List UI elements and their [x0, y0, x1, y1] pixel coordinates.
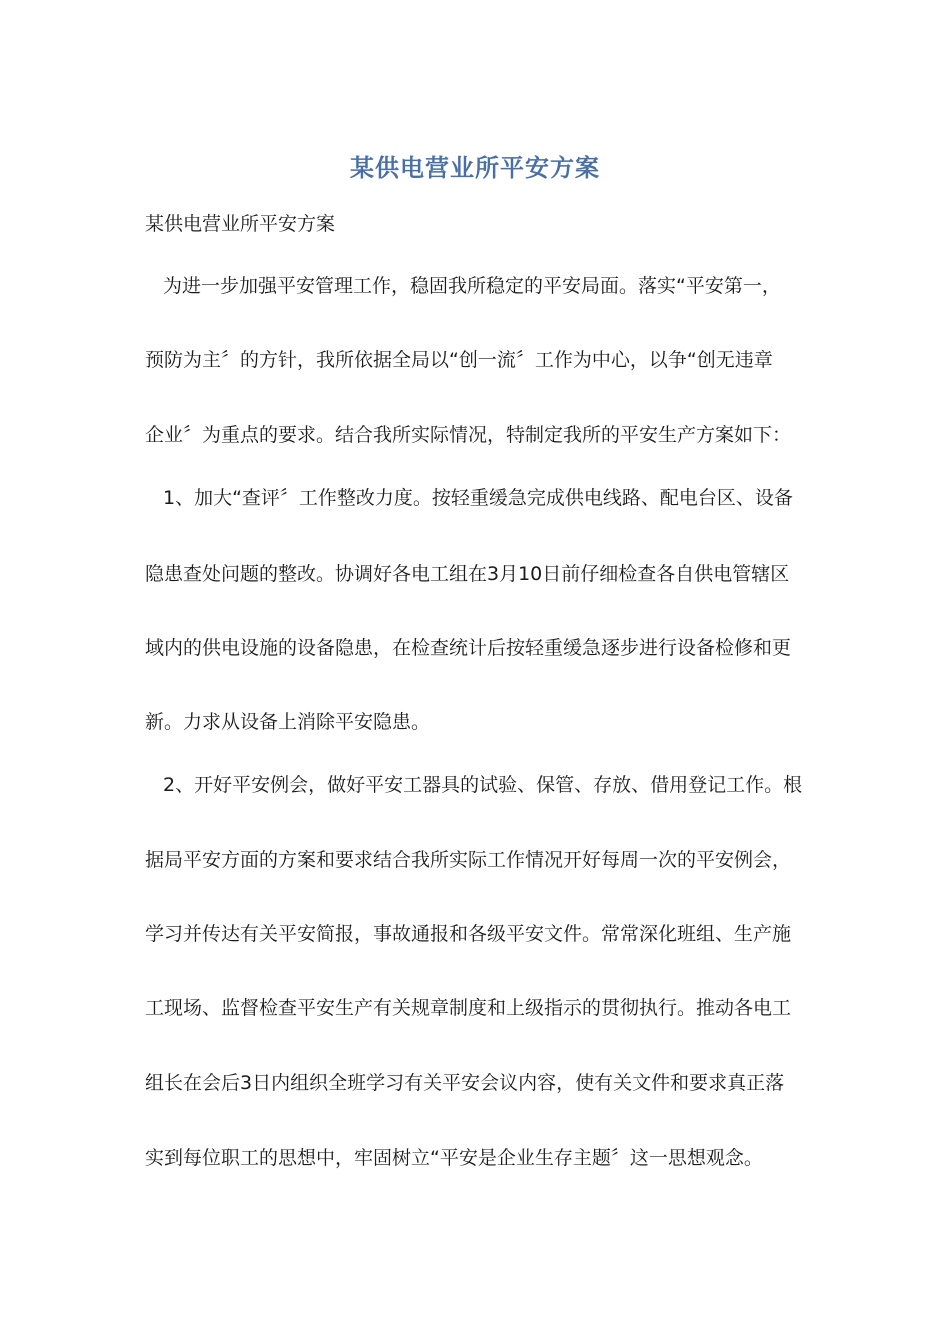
paragraph-line: 1、加大“查评〞工作整改力度。按轻重缓急完成供电线路、配电台区、设备	[163, 487, 793, 509]
paragraph-line: 学习并传达有关平安简报，事故通报和各级平安文件。常常深化班组、生产施	[145, 923, 792, 945]
paragraph-line: 2、开好平安例会，做好平安工器具的试验、保管、存放、借用登记工作。根	[163, 774, 803, 796]
paragraph-line: 组长在会后3日内组织全班学习有关平安会议内容，使有关文件和要求真正落	[145, 1072, 785, 1094]
paragraph-line: 预防为主〞的方针，我所依据全局以“创一流〞工作为中心，以争“创无违章	[145, 349, 773, 371]
paragraph-line: 新。力求从设备上消除平安隐患。	[145, 711, 431, 733]
paragraph-line: 域内的供电设施的设备隐患，在检查统计后按轻重缓急逐步进行设备检修和更	[145, 637, 792, 659]
paragraph-line: 隐患查处问题的整改。协调好各电工组在3月10日前仔细检查各自供电管辖区	[145, 563, 790, 585]
document-title: 某供电营业所平安方案	[350, 154, 600, 182]
document-subtitle: 某供电营业所平安方案	[145, 213, 336, 235]
paragraph-line: 企业〞为重点的要求。结合我所实际情况，特制定我所的平安生产方案如下：	[145, 424, 792, 446]
paragraph-line: 工现场、监督检查平安生产有关规章制度和上级指示的贯彻执行。推动各电工	[145, 997, 792, 1019]
paragraph-line: 据局平安方面的方案和要求结合我所实际工作情况开好每周一次的平安例会，	[145, 849, 792, 871]
paragraph-line: 实到每位职工的思想中，牢固树立“平安是企业生存主题〞这一思想观念。	[145, 1147, 763, 1169]
paragraph-line: 为进一步加强平安管理工作，稳固我所稳定的平安局面。落实“平安第一，	[163, 275, 781, 297]
